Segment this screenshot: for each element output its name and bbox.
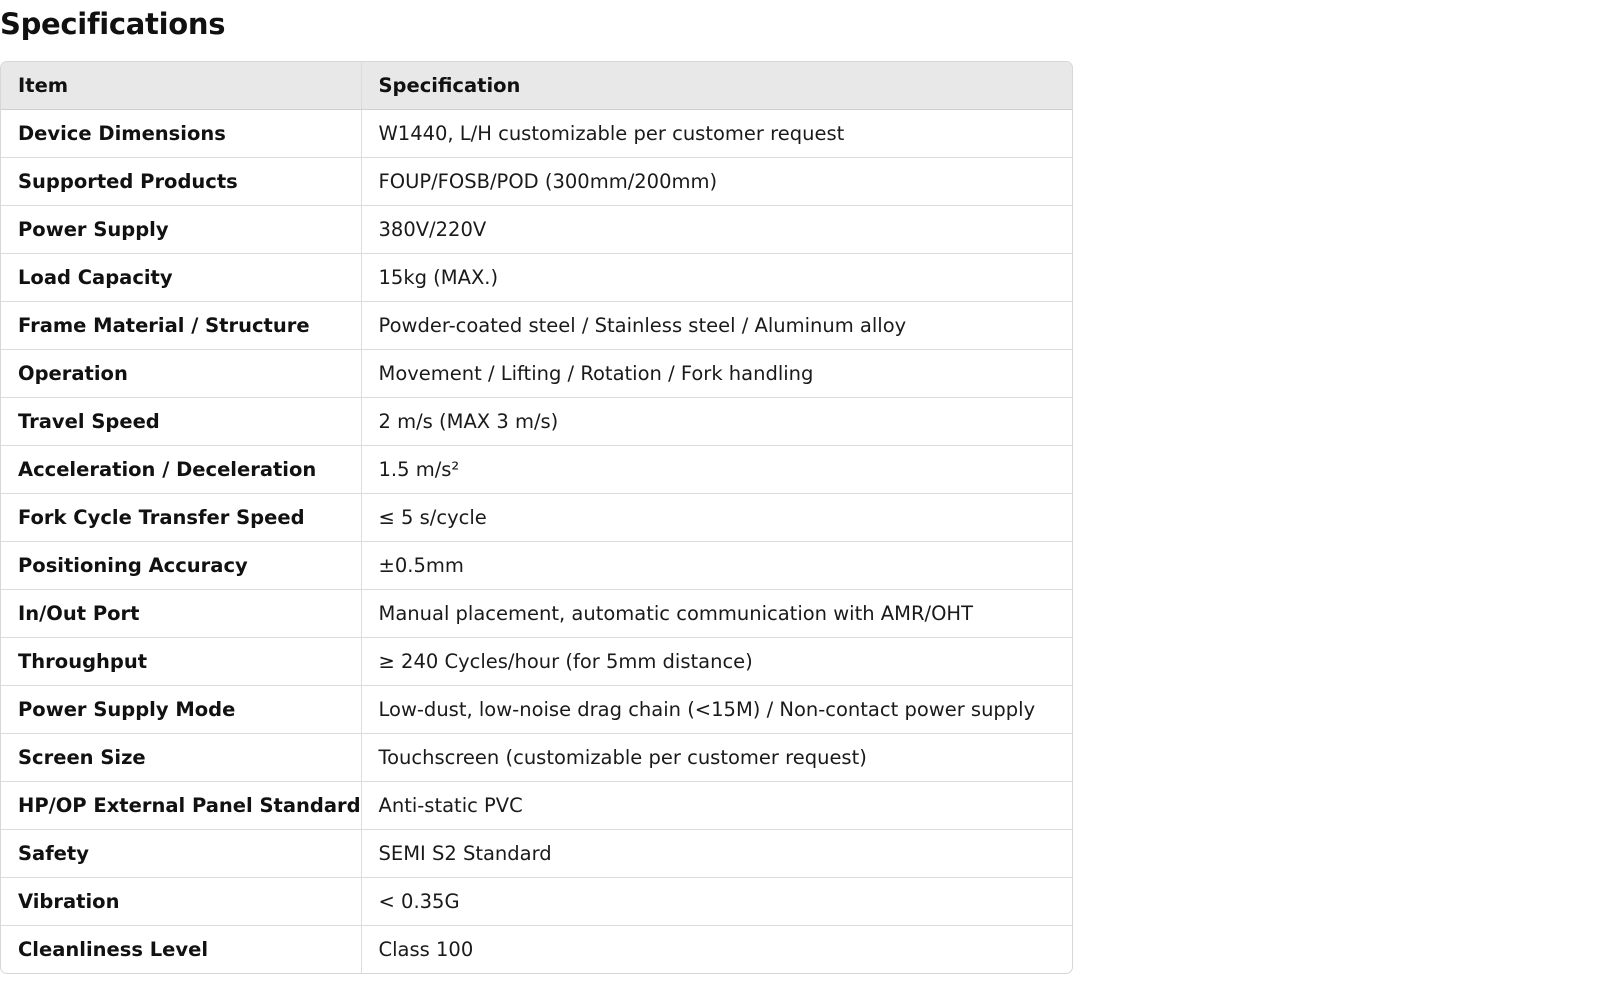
- table-row: [1, 782, 1072, 830]
- specification-cell: Class 100: [361, 926, 1072, 974]
- specification-cell: ≥ 240 Cycles/hour (for 5mm distance): [361, 638, 1072, 686]
- item-cell: Travel Speed: [1, 398, 361, 446]
- specification-cell: 380V/220V: [361, 206, 1072, 254]
- table-row: [1, 302, 1072, 350]
- specification-cell: Anti-static PVC: [361, 782, 1072, 830]
- specification-cell: ≤ 5 s/cycle: [361, 494, 1072, 542]
- item-cell: HP/OP External Panel Standard: [1, 782, 361, 830]
- table-row: [1, 926, 1072, 974]
- item-cell: Load Capacity: [1, 254, 361, 302]
- item-cell: Power Supply: [1, 206, 361, 254]
- item-cell: Power Supply Mode: [1, 686, 361, 734]
- table-row: [1, 830, 1072, 878]
- specification-cell: 2 m/s (MAX 3 m/s): [361, 398, 1072, 446]
- specification-cell: < 0.35G: [361, 878, 1072, 926]
- table-row: [1, 158, 1072, 206]
- item-cell: Throughput: [1, 638, 361, 686]
- table-row: [1, 494, 1072, 542]
- specification-cell: Manual placement, automatic communication with AMR/OHT: [361, 590, 1072, 638]
- specifications-table: [1, 62, 1072, 973]
- table-row: [1, 446, 1072, 494]
- header-specification: Specification: [361, 62, 1072, 110]
- item-cell: Acceleration / Deceleration: [1, 446, 361, 494]
- table-row: [1, 686, 1072, 734]
- item-cell: Positioning Accuracy: [1, 542, 361, 590]
- specifications-table-container: [0, 61, 1073, 974]
- item-cell: Operation: [1, 350, 361, 398]
- table-row: [1, 734, 1072, 782]
- specification-cell: Movement / Lifting / Rotation / Fork handling: [361, 350, 1072, 398]
- table-row: [1, 110, 1072, 158]
- specification-cell: W1440, L/H customizable per customer request: [361, 110, 1072, 158]
- table-row: [1, 398, 1072, 446]
- table-header-row: [1, 62, 1072, 110]
- table-body: [1, 110, 1072, 974]
- table-row: [1, 638, 1072, 686]
- specification-cell: Low-dust, low-noise drag chain (<15M) / Non-contact power supply: [361, 686, 1072, 734]
- table-row: [1, 590, 1072, 638]
- item-cell: Supported Products: [1, 158, 361, 206]
- specification-cell: Touchscreen (customizable per customer request): [361, 734, 1072, 782]
- specification-cell: SEMI S2 Standard: [361, 830, 1072, 878]
- item-cell: Cleanliness Level: [1, 926, 361, 974]
- specification-cell: Powder-coated steel / Stainless steel / Aluminum alloy: [361, 302, 1072, 350]
- item-cell: Safety: [1, 830, 361, 878]
- item-cell: Vibration: [1, 878, 361, 926]
- page-title: Specifications: [0, 7, 226, 41]
- header-item: Item: [1, 62, 361, 110]
- item-cell: In/Out Port: [1, 590, 361, 638]
- table-row: [1, 878, 1072, 926]
- specification-cell: 15kg (MAX.): [361, 254, 1072, 302]
- specification-cell: FOUP/FOSB/POD (300mm/200mm): [361, 158, 1072, 206]
- table-row: [1, 542, 1072, 590]
- item-cell: Frame Material / Structure: [1, 302, 361, 350]
- specification-cell: ±0.5mm: [361, 542, 1072, 590]
- item-cell: Device Dimensions: [18, 122, 226, 145]
- specification-cell: 1.5 m/s²: [361, 446, 1072, 494]
- table-row: [1, 206, 1072, 254]
- table-row: [1, 350, 1072, 398]
- table-row: [1, 254, 1072, 302]
- item-cell: Screen Size: [1, 734, 361, 782]
- item-cell: Fork Cycle Transfer Speed: [1, 494, 361, 542]
